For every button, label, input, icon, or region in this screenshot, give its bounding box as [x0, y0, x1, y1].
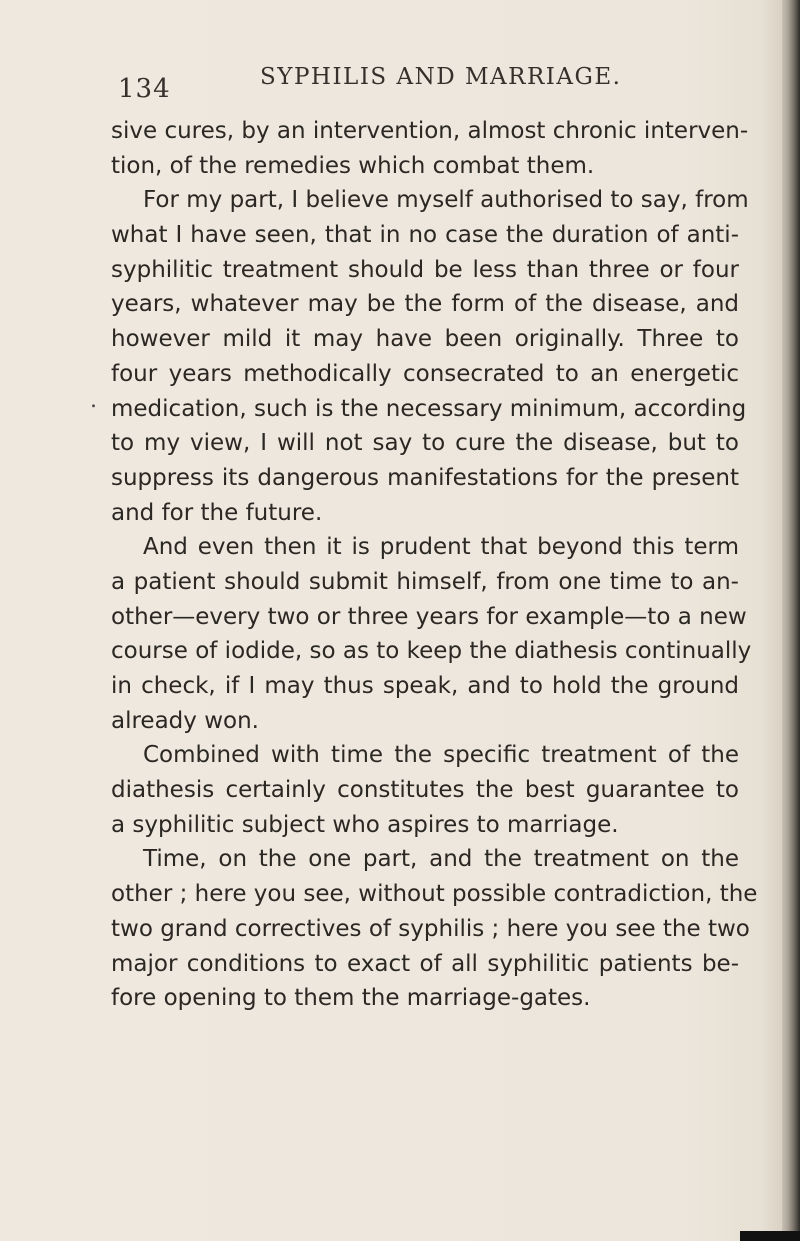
text-line: two grand correctives of syphilis ; here you see the two	[111, 915, 750, 942]
text-line: syphilitic treatment should be less than three or four	[111, 256, 739, 283]
page-number: 134	[118, 74, 171, 104]
text-line: Combined with time the specific treatment of the	[143, 742, 739, 769]
text-line: other—every two or three years for example—to a new	[111, 603, 747, 630]
text-line: suppress its dangerous manifestations for the present	[111, 464, 739, 491]
text-line: And even then it is prudent that beyond this term	[143, 534, 739, 561]
text-line: major conditions to exact of all syphilitic patients be-	[111, 950, 739, 977]
body-text	[111, 114, 758, 1016]
page-header	[118, 64, 738, 104]
text-line: years, whatever may be the form of the disease, and	[111, 291, 739, 318]
page-edge-shadow	[782, 0, 800, 1241]
text-line: medication, such is the necessary minimum, according	[111, 395, 747, 422]
running-head: SYPHILIS AND MARRIAGE.	[260, 64, 622, 90]
text-line: in check, if I may thus speak, and to hold the ground	[111, 673, 739, 699]
text-line: already won.	[111, 707, 259, 734]
text-line: to my view, I will not say to cure the disease, but to	[111, 430, 739, 457]
text-line: a patient should submit himself, from one time to an-	[111, 568, 739, 595]
text-line: Time, on the one part, and the treatment on the	[143, 846, 739, 873]
text-line: four years methodically consecrated to an energetic	[111, 360, 739, 387]
text-line: what I have seen, that in no case the duration of anti-	[111, 222, 739, 249]
text-line: tion, of the remedies which combat them.	[111, 152, 595, 179]
text-line: course of iodide, so as to keep the diathesis continually	[111, 638, 752, 665]
text-line: sive cures, by an intervention, almost chronic interven-	[111, 118, 749, 144]
text-line: however mild it may have been originally. Three to	[111, 326, 739, 353]
text-line: a syphilitic subject who aspires to marriage.	[111, 811, 619, 838]
corner-shadow	[740, 1231, 800, 1241]
margin-mark: .	[90, 388, 97, 413]
text-line: fore opening to them the marriage-gates.	[111, 985, 591, 1012]
text-line: diathesis certainly constitutes the best guarantee to	[111, 777, 739, 804]
text-line: and for the future.	[111, 499, 323, 526]
text-line: other ; here you see, without possible contradiction, the	[111, 881, 758, 908]
text-line: For my part, I believe myself authorised to say, from	[143, 187, 749, 214]
